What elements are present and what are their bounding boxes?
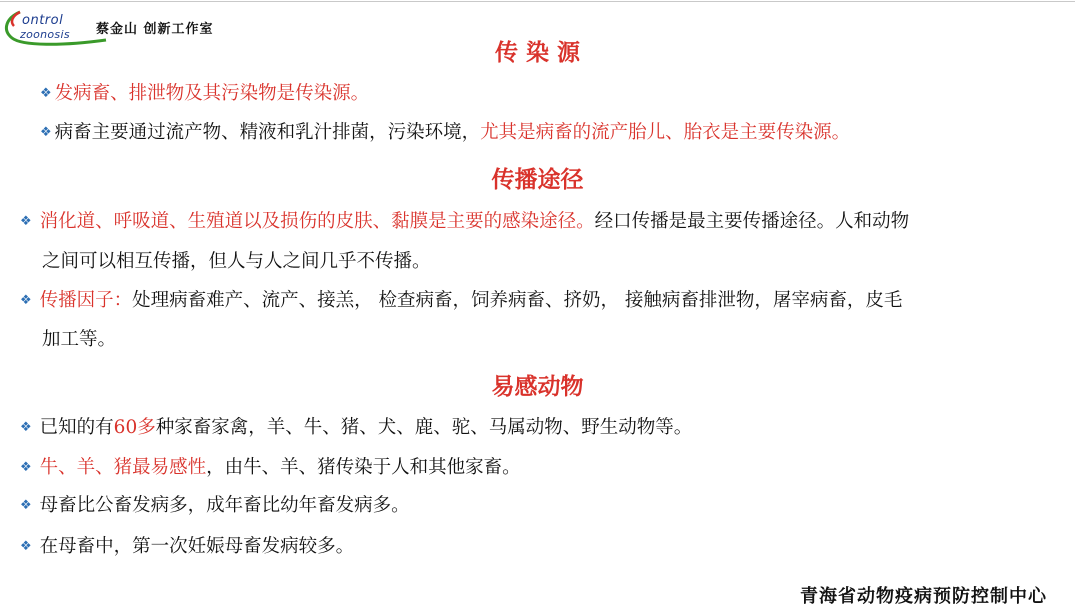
hosts-item-1-text-b: 种家畜家禽，羊、牛、猪、犬、鹿、驼、马属动物、野生动物等。 (155, 417, 693, 438)
section-title-hosts: 易感动物 (491, 373, 584, 400)
source-item-1 (40, 79, 369, 105)
route-item-1-highlight: 消化道、呼吸道、生殖道以及损伤的皮肤、黏膜是主要的感染途径。 (39, 211, 595, 232)
diamond-bullet-icon: ❖ (40, 125, 52, 140)
hosts-item-2 (20, 453, 521, 479)
hosts-item-4-text: 在母畜中，第一次妊娠母畜发病较多。 (39, 536, 355, 557)
route-item-2-cont: 加工等。 (42, 329, 117, 350)
source-item-2-highlight: 尤其是病畜的流产胎儿、胎衣是主要传染源。 (480, 122, 851, 143)
hosts-item-1-highlight: 60多 (113, 417, 156, 438)
hosts-item-3-text: 母畜比公畜发病多，成年畜比幼年畜发病多。 (39, 495, 410, 516)
route-item-2-text: 处理病畜难产、流产、接羔， 检查病畜，饲养病畜、挤奶， 接触病畜排泄物，屠宰病畜，皮毛 (132, 290, 903, 311)
hosts-item-4 (20, 532, 354, 558)
section-title-source: 传 染 源 (494, 39, 580, 66)
diamond-bullet-icon: ❖ (20, 214, 32, 229)
hosts-item-3 (20, 491, 410, 517)
route-item-2-label: 传播因子： (39, 290, 133, 311)
hosts-item-1 (20, 413, 692, 439)
diamond-bullet-icon: ❖ (20, 460, 32, 475)
hosts-item-2-text: ，由牛、羊、猪传染于人和其他家畜。 (206, 457, 521, 478)
hosts-item-2-highlight: 牛、羊、猪最易感性 (39, 457, 207, 478)
studio-name: 蔡金山 创新工作室 (96, 22, 214, 37)
route-item-1 (20, 207, 909, 233)
diamond-bullet-icon: ❖ (20, 539, 32, 554)
route-item-2 (20, 286, 902, 312)
source-item-1-text: 发病畜、排泄物及其污染物是传染源。 (54, 83, 370, 104)
logo-text-zoonosis: zoonosis (20, 28, 70, 41)
diamond-bullet-icon: ❖ (20, 420, 32, 435)
source-item-2 (40, 118, 850, 144)
source-item-2-text: 病畜主要通过流产物、精液和乳汁排菌，污染环境， (54, 122, 481, 143)
route-item-1-text: 经口传播是最主要传播途径。人和动物 (594, 211, 910, 232)
footer-organization: 青海省动物疫病预防控制中心 (800, 586, 1047, 607)
hosts-item-1-text-a: 已知的有 (39, 417, 114, 438)
diamond-bullet-icon: ❖ (20, 498, 32, 513)
diamond-bullet-icon: ❖ (40, 86, 52, 101)
section-title-route: 传播途径 (491, 166, 584, 193)
diamond-bullet-icon: ❖ (20, 293, 32, 308)
top-divider (0, 1, 1075, 2)
route-item-1-cont: 之间可以相互传播，但人与人之间几乎不传播。 (42, 251, 431, 272)
logo-text-control: ontrol (22, 13, 64, 28)
